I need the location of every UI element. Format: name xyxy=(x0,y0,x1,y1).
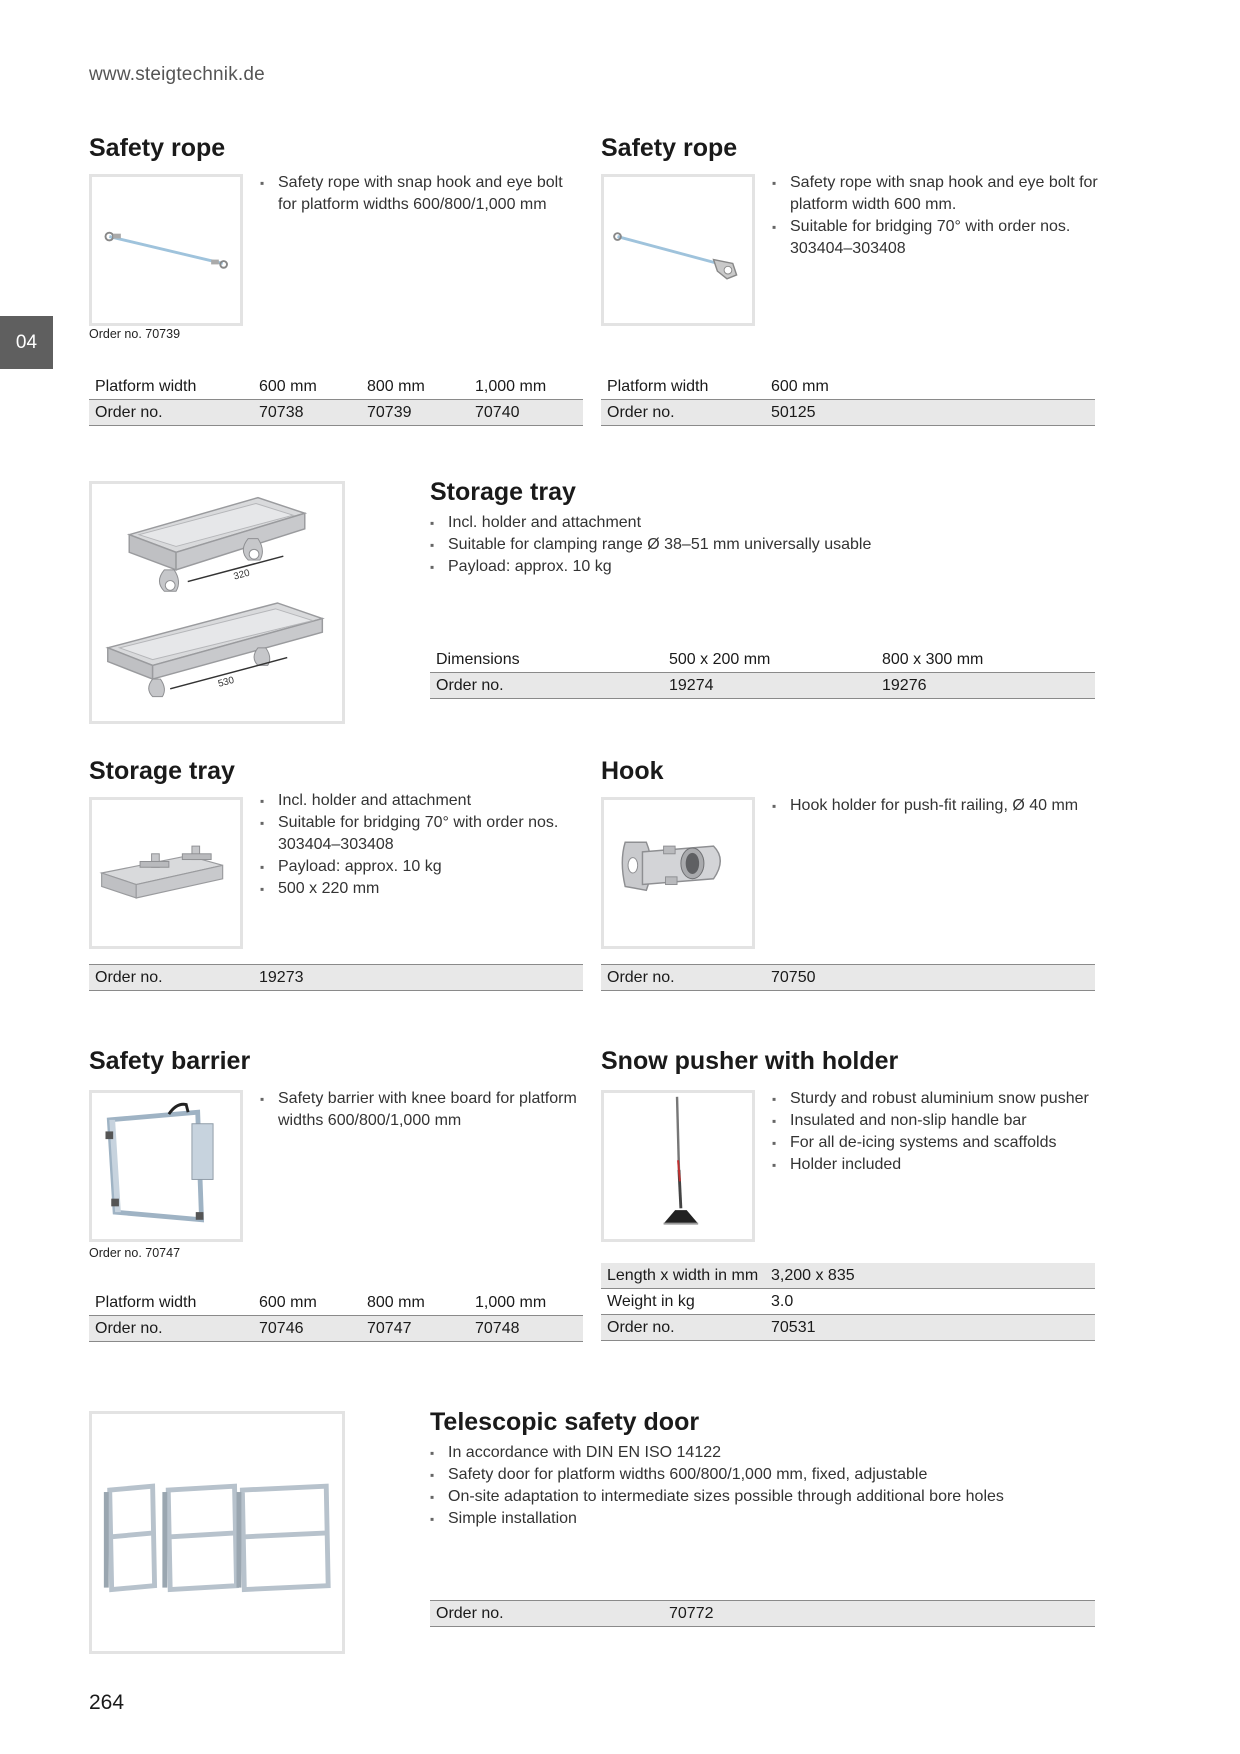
hook-image xyxy=(601,797,755,949)
feature-item: ▪ Safety door for platform widths 600/800/1,000 mm, fixed, adjustable xyxy=(430,1464,1090,1486)
table-cell: Length x width in mm xyxy=(601,1263,765,1289)
table-cell: Order no. xyxy=(430,673,663,699)
feature-item: ▪ Payload: approx. 10 kg xyxy=(260,856,590,878)
storage-tray-image xyxy=(89,797,243,949)
table-row xyxy=(89,400,583,426)
table-cell: 70750 xyxy=(765,965,1095,991)
table-cell: Order no. xyxy=(89,400,253,426)
feature-item: ▪ Insulated and non-slip handle bar xyxy=(772,1110,1102,1132)
safety-rope-image xyxy=(89,174,243,326)
spec-table xyxy=(89,1290,583,1342)
spec-table xyxy=(89,374,583,426)
snow-pusher-image xyxy=(601,1090,755,1242)
table-cell: 1,000 mm xyxy=(469,374,583,400)
feature-item: ▪ Sturdy and robust aluminium snow pusher xyxy=(772,1088,1102,1110)
site-url: www.steigtechnik.de xyxy=(89,64,265,85)
order-note: Order no. 70747 xyxy=(89,1246,181,1260)
table-cell: 600 mm xyxy=(253,1290,361,1316)
product-title: Safety rope xyxy=(89,134,226,162)
table-cell: Dimensions xyxy=(430,647,663,673)
feature-item: ▪ Incl. holder and attachment xyxy=(260,790,590,812)
table-cell: 600 mm xyxy=(765,374,1095,400)
feature-item: ▪ Incl. holder and attachment xyxy=(430,512,1080,534)
product-title: Safety rope xyxy=(601,134,738,162)
feature-list xyxy=(260,790,590,900)
table-cell: 70738 xyxy=(253,400,361,426)
chapter-tab: 04 xyxy=(0,316,53,369)
feature-list xyxy=(260,1088,590,1132)
table-cell: 1,000 mm xyxy=(469,1290,583,1316)
feature-item: ▪ Safety barrier with knee board for platform widths 600/800/1,000 mm xyxy=(260,1088,590,1132)
safety-rope-image xyxy=(601,174,755,326)
feature-list xyxy=(772,795,1102,817)
table-cell: 800 mm xyxy=(361,1290,469,1316)
spec-table xyxy=(89,964,583,991)
table-cell: Platform width xyxy=(601,374,765,400)
table-cell: Order no. xyxy=(601,400,765,426)
table-cell: 3.0 xyxy=(765,1289,1095,1315)
table-cell: 70747 xyxy=(361,1316,469,1342)
table-row xyxy=(601,400,1095,426)
table-cell: 19273 xyxy=(253,965,583,991)
telescopic-door-image xyxy=(89,1411,345,1654)
spec-table xyxy=(601,374,1095,426)
feature-item: ▪ Safety rope with snap hook and eye bolt for platform widths 600/800/1,000 mm xyxy=(260,172,580,216)
table-cell: Order no. xyxy=(601,965,765,991)
feature-item: ▪ For all de-icing systems and scaffolds xyxy=(772,1132,1102,1154)
table-cell: 70748 xyxy=(469,1316,583,1342)
table-row xyxy=(89,965,583,991)
table-cell: Weight in kg xyxy=(601,1289,765,1315)
table-cell: 500 x 200 mm xyxy=(663,647,876,673)
table-row xyxy=(430,647,1095,673)
order-note: Order no. 70739 xyxy=(89,327,181,341)
table-cell: 800 mm xyxy=(361,374,469,400)
product-title: Hook xyxy=(601,757,664,785)
spec-table xyxy=(430,1600,1095,1627)
table-cell: 70739 xyxy=(361,400,469,426)
table-cell: Order no. xyxy=(430,1601,663,1627)
feature-item: ▪ Hook holder for push-fit railing, Ø 40 mm xyxy=(772,795,1102,817)
table-cell: 19276 xyxy=(876,673,1095,699)
table-cell: 70772 xyxy=(663,1601,1095,1627)
table-cell: 3,200 x 835 xyxy=(765,1263,1095,1289)
feature-list xyxy=(772,172,1102,260)
product-title: Storage tray xyxy=(89,757,235,785)
feature-item: ▪ 500 x 220 mm xyxy=(260,878,590,900)
table-cell: 70740 xyxy=(469,400,583,426)
feature-item: ▪ Simple installation xyxy=(430,1508,1090,1530)
feature-list xyxy=(260,172,580,216)
product-title: Telescopic safety door xyxy=(430,1408,700,1436)
table-cell: Platform width xyxy=(89,1290,253,1316)
dimension-label-530: 530 xyxy=(216,674,236,690)
dimension-label-320: 320 xyxy=(232,567,252,583)
table-cell: Order no. xyxy=(89,1316,253,1342)
feature-item: ▪ On-site adaptation to intermediate sizes possible through additional bore holes xyxy=(430,1486,1090,1508)
table-row xyxy=(89,1290,583,1316)
table-row xyxy=(430,673,1095,699)
feature-item: ▪ Holder included xyxy=(772,1154,1102,1176)
table-row xyxy=(89,1316,583,1342)
product-title: Storage tray xyxy=(430,478,576,506)
table-cell: Platform width xyxy=(89,374,253,400)
safety-barrier-image xyxy=(89,1090,243,1242)
feature-item: ▪ Safety rope with snap hook and eye bolt for platform width 600 mm. xyxy=(772,172,1102,216)
storage-tray-image xyxy=(89,481,345,724)
table-row xyxy=(601,1289,1095,1315)
table-cell: 70531 xyxy=(765,1315,1095,1341)
page-number: 264 xyxy=(89,1691,125,1714)
table-row xyxy=(89,374,583,400)
table-cell: 19274 xyxy=(663,673,876,699)
feature-list xyxy=(430,1442,1090,1530)
table-cell: 70746 xyxy=(253,1316,361,1342)
feature-list xyxy=(430,512,1080,578)
feature-item: ▪ Suitable for bridging 70° with order nos. 303404–303408 xyxy=(772,216,1102,260)
table-cell: 800 x 300 mm xyxy=(876,647,1095,673)
feature-item: ▪ Payload: approx. 10 kg xyxy=(430,556,1080,578)
product-title: Safety barrier xyxy=(89,1047,251,1075)
table-cell: 50125 xyxy=(765,400,1095,426)
spec-table xyxy=(430,647,1095,699)
table-row xyxy=(601,374,1095,400)
table-row xyxy=(430,1601,1095,1627)
spec-table xyxy=(601,964,1095,991)
table-row xyxy=(601,1315,1095,1341)
feature-list xyxy=(772,1088,1102,1176)
table-cell: Order no. xyxy=(601,1315,765,1341)
feature-item: ▪ Suitable for bridging 70° with order nos. 303404–303408 xyxy=(260,812,590,856)
product-title: Snow pusher with holder xyxy=(601,1047,899,1075)
table-cell: 600 mm xyxy=(253,374,361,400)
feature-item: ▪ Suitable for clamping range Ø 38–51 mm universally usable xyxy=(430,534,1080,556)
spec-table xyxy=(601,1263,1095,1341)
feature-item: ▪ In accordance with DIN EN ISO 14122 xyxy=(430,1442,1090,1464)
table-row xyxy=(601,965,1095,991)
table-cell: Order no. xyxy=(89,965,253,991)
table-row xyxy=(601,1263,1095,1289)
